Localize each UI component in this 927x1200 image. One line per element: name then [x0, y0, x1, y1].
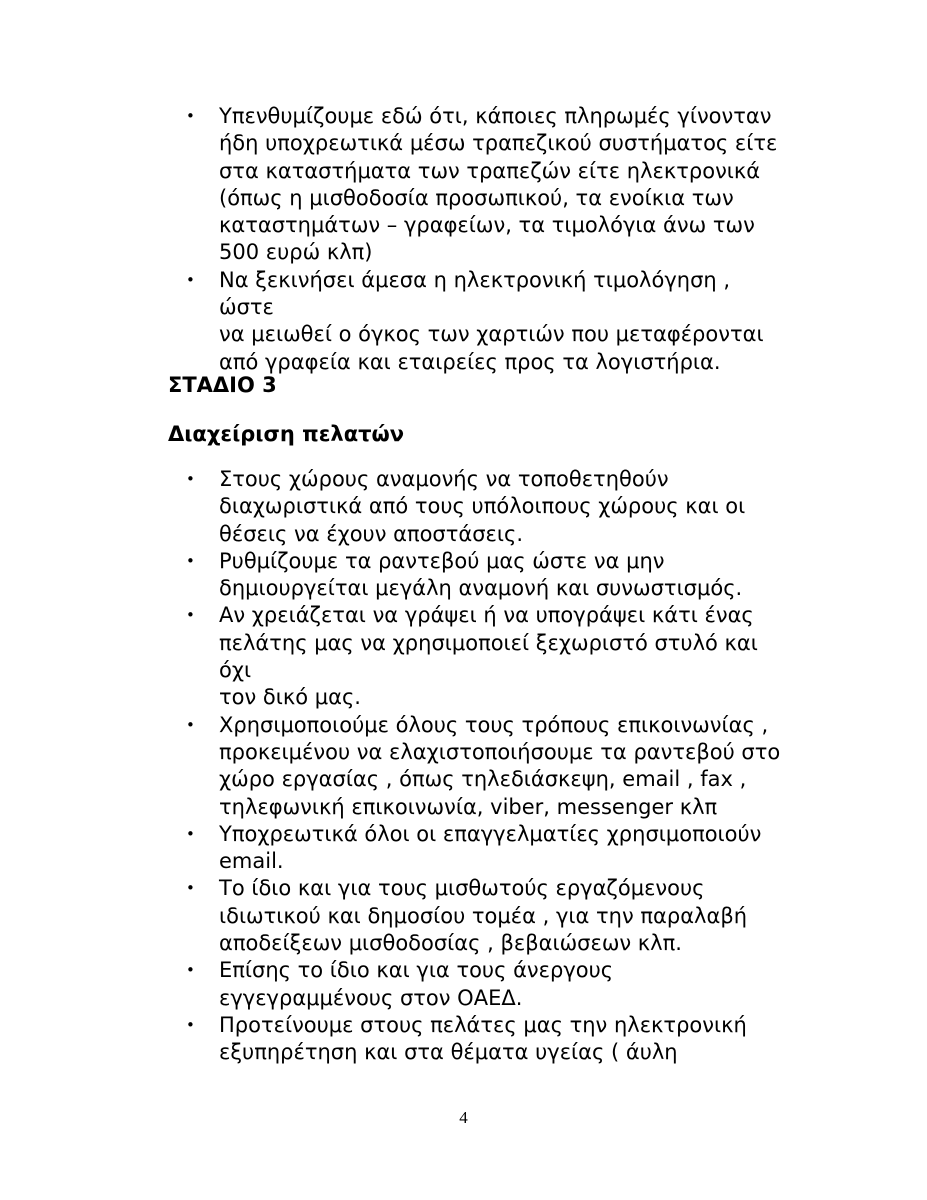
- bullet-text: Αν χρειάζεται να γράψει ή να υπογράψει κάτι ένας πελάτης μας να χρησιμοποιεί ξεχωριστό στυλό και όχι τον δικό μας.: [219, 603, 758, 710]
- bullet-icon: •: [186, 107, 195, 125]
- page-number: 4: [459, 1108, 468, 1127]
- bullet-icon: •: [186, 606, 195, 625]
- bullet-item: [186, 267, 786, 376]
- bullet-item: [186, 466, 786, 548]
- bullet-icon: •: [186, 961, 195, 980]
- bullet-item: [186, 957, 786, 1012]
- bullet-text: Στους χώρους αναμονής να τοποθετηθούν διαχωριστικά από τους υπόλοιπους χώρους και οι θέσεις να έχουν αποστάσεις.: [219, 467, 746, 546]
- bullet-icon: •: [186, 551, 195, 570]
- bullet-icon: •: [186, 824, 195, 843]
- bullet-text: Προτείνουμε στους πελάτες μας την ηλεκτρονική εξυπηρέτηση και στα θέματα υγείας ( άυλη: [219, 1012, 747, 1065]
- bullet-item: [186, 821, 786, 876]
- bullet-item: [186, 548, 786, 603]
- client-bullet-list: [186, 466, 786, 1067]
- bullet-icon: •: [186, 470, 195, 488]
- bullet-text: Ρυθμίζουμε τα ραντεβού μας ώστε να μην δημιουργείται μεγάλη αναμονή και συνωστισμός.: [219, 548, 743, 601]
- bullet-text: Να ξεκινήσει άμεσα η ηλεκτρονική τιμολόγηση , ώστε να μειωθεί ο όγκος των χαρτιών που μεταφέρονται από γραφεία και εταιρείες προς τα λογιστήρια.: [219, 267, 764, 374]
- bullet-text: Υπενθυμίζουμε εδώ ότι, κάποιες πληρωμές γίνονταν ήδη υποχρεωτικά μέσω τραπεζικού συστήματος είτε στα καταστήματα των τραπεζών είτε ηλεκτρονικά (όπως η μισθοδοσία προσωπικού, τα ενοίκια των καταστημάτων – γραφείων, τα τιμολόγια άνω των 500 ευρώ κλπ): [219, 104, 778, 265]
- bullet-item: [186, 602, 786, 711]
- bullet-item: [186, 712, 786, 821]
- bullet-text: Το ίδιο και για τους μισθωτούς εργαζόμενους ιδιωτικού και δημοσίου τομέα , για την παραλαβή αποδείξεων μισθοδοσίας , βεβαιώσεων κλπ.: [219, 876, 748, 956]
- bullet-text: Επίσης το ίδιο και για τους άνεργους εγγεγραμμένους στον ΟΑΕΔ.: [219, 958, 614, 1010]
- bullet-item: [186, 103, 786, 267]
- bullet-icon: •: [186, 879, 195, 898]
- intro-bullet-list: [186, 103, 786, 376]
- stage-heading: ΣΤΑΔΙΟ 3: [168, 373, 277, 397]
- bullet-text: Χρησιμοποιούμε όλους τους τρόπους επικοινωνίας , προκειμένου να ελαχιστοποιήσουμε τα ραντεβού στο χώρο εργασίας , όπως τηλεδιάσκεψη, email , fax , τηλεφωνική επικοινωνία, viber, messenger κλπ: [219, 712, 781, 819]
- bullet-item: [186, 1012, 786, 1067]
- bullet-icon: •: [186, 715, 195, 734]
- bullet-icon: •: [186, 270, 195, 289]
- bullet-text: Υποχρεωτικά όλοι οι επαγγελματίες χρησιμοποιούν email.: [219, 821, 762, 874]
- bullet-item: [186, 875, 786, 957]
- bullet-icon: •: [186, 1015, 195, 1034]
- section-heading: Διαχείριση πελατών: [168, 422, 405, 446]
